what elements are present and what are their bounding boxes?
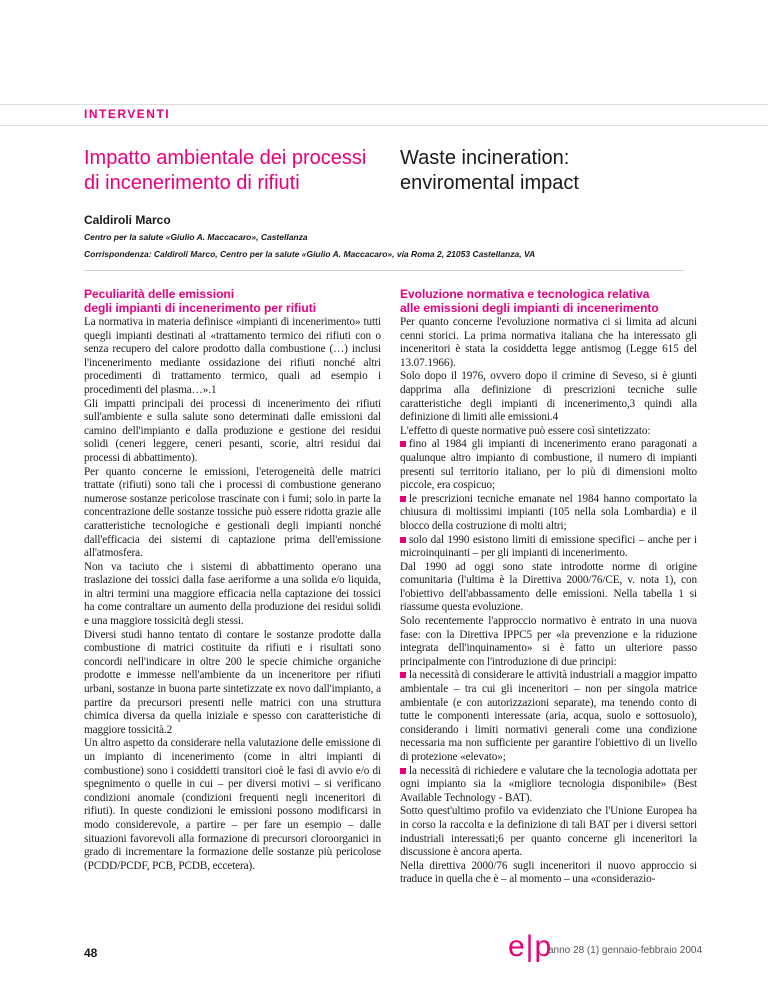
- title-italian-line: Impatto ambientale dei processi: [84, 147, 367, 169]
- body-paragraph: Diversi studi hanno tentato di contare le sostanze prodotte dalla combustione di matrici costituite da rifiuti e i risultati sono concordi nell'indicare in oltre 200 le specie chimiche organiche prodotte e immesse nell'ambiente da un inceneritore per rifiuti urbani, sostanze in buona parte sintetizzate ex novo dall'impianto, a partire da precursori presenti nelle matrici con una struttura chimica diversa da quella iniziale e spesso con caratteristiche di maggiore tossicità.2: [84, 628, 381, 736]
- page-number: 48: [84, 946, 98, 960]
- article-title-italian: [84, 146, 384, 196]
- heading-line: Peculiarità delle emissioni: [84, 287, 235, 301]
- left-column: [84, 287, 381, 873]
- section-heading: [84, 287, 381, 315]
- bullet-item: fino al 1984 gli impianti di incenerimento erano paragonati a qualunque altro impianto di combustione, il numero di impianti presenti sul territorio italiano, per lo più di dimensioni molto piccole, era cospicuo;: [400, 438, 697, 492]
- correspondence-line: Corrispondenza: Caldiroli Marco, Centro per la salute «Giulio A. Maccacaro», via Roma 2, 21053 Castellanza, VA: [84, 249, 536, 259]
- section-label: INTERVENTI: [84, 107, 171, 121]
- body-paragraph: Solo dopo il 1976, ovvero dopo il crimine di Seveso, si è giunti dapprima alla definizione di prescrizioni tecniche sulle caratteristiche degli impianti di incenerimento,3 quindi alla definizione di limiti alle emissioni.4: [400, 370, 697, 424]
- body-paragraph: Nella direttiva 2000/76 sugli inceneritori il nuovo approccio si traduce in quella che è – al momento – una «considerazio-: [400, 859, 697, 886]
- body-paragraph: La normativa in materia definisce «impianti di incenerimento» tutti quegli impianti destinati al «trattamento termico dei rifiuti con o senza recupero del calore prodotto dalla combustione (…) inclusi l'incenerimento mediante ossidazione dei rifiuti nonché altri procedimenti di trattamento termico, quali ad esempio i procedimenti del plasma…».1: [84, 316, 381, 396]
- bullet-item: la necessità di richiedere e valutare che la tecnologia adottata per ogni impianto sia la «migliore tecnologia disponibile» (Best Available Technology - BAT).: [400, 764, 697, 804]
- title-italian-line: di incenerimento di rifiuti: [84, 172, 300, 194]
- heading-line: degli impianti di incenerimento per rifiuti: [84, 301, 317, 315]
- body-paragraph: Per quanto concerne le emissioni, l'eterogeneità delle matrici trattate (rifiuti) sono tali che i processi di combustione generano numerose sostanze pericolose trascinate con i fumi; solo in parte la concentrazione delle sostanze tossiche può essere ridotta grazie alle caratteristiche tecnologiche e gestionali degli impianti nonché dall'efficacia dei sistemi di captazione prima dell'emissione all'atmosfera.: [84, 465, 381, 560]
- body-paragraph: L'effetto di queste normative può essere così sintetizzato:: [400, 424, 651, 437]
- header-divider: [84, 270, 684, 271]
- body-paragraph: Un altro aspetto da considerare nella valutazione delle emissione di un impianto di incenerimento (come in altri impianti di combustione) sono i cosiddetti transitori cioè le fasi di avvio e/o di spegnimento o quelle in cui – per diversi motivi – si verificano condizioni anomale (condizioni frequenti negli inceneritori di rifiuti). In queste condizioni le emissioni possono modificarsi in modo considerevole, a partire – per fare un esempio – dalle situazioni favorevoli alla formazione di precursori cloroorganici in grado di incrementare la formazione delle sostanze più pericolose (PCDD/PCDF, PCB, PCDB, eccetera).: [84, 737, 381, 872]
- section-heading: [400, 287, 697, 315]
- issue-info: anno 28 (1) gennaio-febbraio 2004: [548, 945, 703, 956]
- article-title-english: [400, 146, 700, 196]
- heading-line: Evoluzione normativa e tecnologica relativa: [400, 287, 650, 301]
- title-english-line: Waste incineration:: [400, 147, 570, 169]
- body-paragraph: Solo recentemente l'approccio normativo è entrato in una nuova fase: con la Direttiva IPPC5 per «la prevenzione e la riduzione integrata dell'inquinamento» si è fatto un ulteriore passo principalmente con l'introduzione di due principi:: [400, 615, 697, 668]
- title-english-line: enviromental impact: [400, 172, 579, 194]
- right-column: [400, 287, 697, 887]
- body-paragraph: Sotto quest'ultimo profilo va evidenziato che l'Unione Europea ha in corso la raccolta e la definizione di tali BAT per i diversi settori industriali interessati;6 per quanto concerne gli inceneritori la discussione è ancora aperta.: [400, 805, 697, 859]
- body-paragraph: Dal 1990 ad oggi sono state introdotte norme di origine comunitaria (l'ultima è la Direttiva 2000/76/CE, v. nota 1), con l'obiettivo dell'abbassamento delle emissioni. Nella tabella 1 si riassume questa evoluzione.: [400, 560, 697, 614]
- bullet-item: le prescrizioni tecniche emanate nel 1984 hanno comportato la chiusura di moltissimi impianti (105 nella sola Lombardia) e il blocco della costruzione di molti altri;: [400, 492, 697, 532]
- body-paragraph: Per quanto concerne l'evoluzione normativa ci si limita ad alcuni cenni storici. La prima normativa italiana che ha interessato gli inceneritori è stata la cosiddetta legge antismog (Legge 615 del 13.07.1966).: [400, 316, 697, 369]
- body-paragraph: Gli impatti principali dei processi di incenerimento dei rifiuti sull'ambiente e sulla salute sono determinati dalle emissioni dal camino dell'impianto e dalla produzione e gestione dei residui solidi (ceneri leggere, ceneri pesanti, scorie, altri residui dai processi di abbattimento).: [84, 397, 381, 464]
- journal-logo: e|p: [508, 930, 553, 963]
- heading-line: alle emissioni degli impianti di incenerimento: [400, 301, 659, 315]
- bullet-item: solo dal 1990 esistono limiti di emissione specifici – anche per i microinquinanti – per gli impianti di incenerimento.: [400, 533, 697, 560]
- author-name: Caldiroli Marco: [84, 213, 171, 227]
- bullet-item: la necessità di considerare le attività industriali a maggior impatto ambientale – tra cui gli inceneritori – non per singola matrice ambientale (e con autorizzazioni separate), ma tenendo conto di tutte le componenti interessate (aria, acqua, suolo e sottosuolo), considerando i limiti normativi generali come una condizione necessaria ma non sufficiente per garantire l'obiettivo di un livello di protezione «elevato»;: [400, 669, 697, 763]
- body-paragraph: Non va taciuto che i sistemi di abbattimento operano una traslazione dei tossici dalla fase aeriforme a una solida e/o liquida, in altri termini una maggiore efficacia nella captazione dei tossici ha come contraltare un aumento della produzione dei residui solidi e una maggiore tossicità degli stessi.: [84, 560, 381, 628]
- author-affiliation: Centro per la salute «Giulio A. Maccacaro», Castellanza: [84, 232, 308, 242]
